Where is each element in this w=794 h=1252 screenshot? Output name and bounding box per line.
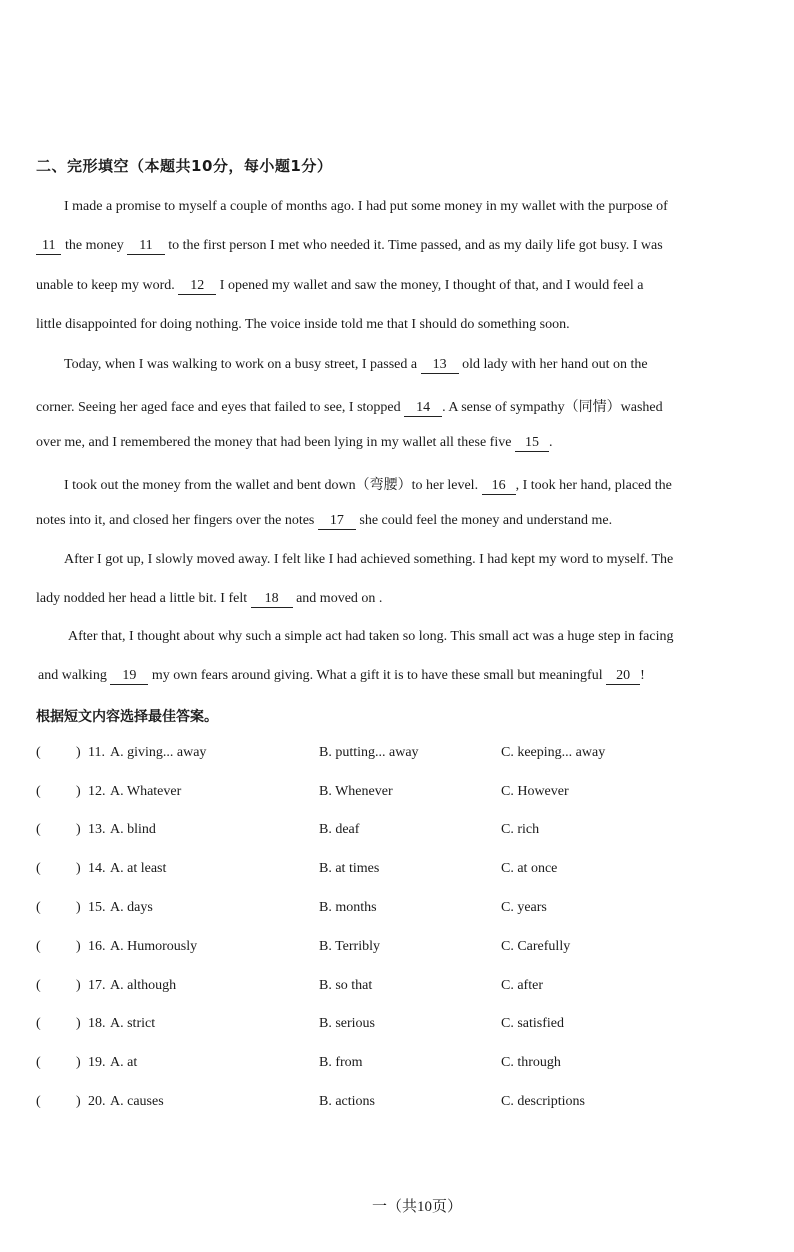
- passage-line: After that, I thought about why such a simple act had taken so long. This small act was a huge step in facing: [68, 629, 674, 644]
- answer-paren-right[interactable]: ): [76, 745, 81, 760]
- answer-paren-left[interactable]: (: [36, 1094, 41, 1109]
- section-title: 二、完形填空（本题共10分，每小题1分）: [36, 157, 333, 175]
- option-a[interactable]: A. Whatever: [110, 784, 182, 799]
- answer-paren-right[interactable]: ): [76, 939, 81, 954]
- option-a[interactable]: A. strict: [110, 1016, 156, 1031]
- option-c[interactable]: C. years: [501, 900, 547, 915]
- passage-line: and walking 19 my own fears around giving. What a gift it is to have these small but meaningful 20 !: [38, 668, 645, 683]
- option-a[interactable]: A. at: [110, 1055, 138, 1070]
- option-c[interactable]: C. after: [501, 978, 543, 993]
- option-b[interactable]: B. deaf: [319, 822, 360, 837]
- answer-paren-left[interactable]: (: [36, 978, 41, 993]
- blank-16: 16: [482, 478, 516, 495]
- option-a[interactable]: A. at least: [110, 861, 167, 876]
- option-b[interactable]: B. from: [319, 1055, 363, 1070]
- question-number: 15.: [88, 900, 106, 915]
- passage-line: 11 the money 11 to the first person I met who needed it. Time passed, and as my daily life got busy. I was: [36, 238, 696, 255]
- question-number: 18.: [88, 1016, 106, 1031]
- blank-19: 19: [110, 668, 148, 685]
- answer-paren-left[interactable]: (: [36, 822, 41, 837]
- question-row: [36, 1016, 656, 1038]
- answer-paren-left[interactable]: (: [36, 1055, 41, 1070]
- answer-paren-left[interactable]: (: [36, 745, 41, 760]
- question-row: [36, 822, 656, 844]
- option-a[interactable]: A. Humorously: [110, 939, 198, 954]
- question-row: [36, 939, 656, 961]
- answer-paren-left[interactable]: (: [36, 900, 41, 915]
- question-number: 13.: [88, 822, 106, 837]
- passage-line: little disappointed for doing nothing. The voice inside told me that I should do something soon.: [36, 317, 570, 332]
- blank-11: 11: [127, 238, 164, 255]
- answer-paren-left[interactable]: (: [36, 1016, 41, 1031]
- answer-paren-left[interactable]: (: [36, 939, 41, 954]
- option-b[interactable]: B. Whenever: [319, 784, 393, 799]
- question-number: 11.: [88, 745, 105, 760]
- passage-line: I made a promise to myself a couple of months ago. I had put some money in my wallet with the purpose of: [64, 199, 668, 214]
- question-row: [36, 1055, 656, 1077]
- question-number: 17.: [88, 978, 106, 993]
- option-c[interactable]: C. Carefully: [501, 939, 571, 954]
- blank-11: 11: [36, 238, 61, 255]
- passage-line: I took out the money from the wallet and bent down（弯腰）to her level. 16 , I took her hand, placed the: [64, 478, 672, 493]
- answer-paren-right[interactable]: ): [76, 1055, 81, 1070]
- answer-paren-right[interactable]: ): [76, 1016, 81, 1031]
- option-c[interactable]: C. rich: [501, 822, 540, 837]
- passage-line: corner. Seeing her aged face and eyes that failed to see, I stopped 14 . A sense of sympathy（同情）washed: [36, 400, 663, 415]
- page-footer: 一（共10页）: [372, 1199, 463, 1215]
- answer-paren-left[interactable]: (: [36, 784, 41, 799]
- question-number: 20.: [88, 1094, 106, 1109]
- blank-14: 14: [404, 400, 442, 417]
- option-b[interactable]: B. Terribly: [319, 939, 380, 954]
- option-b[interactable]: B. at times: [319, 861, 380, 876]
- answer-paren-right[interactable]: ): [76, 1094, 81, 1109]
- passage-line: unable to keep my word. 12 I opened my wallet and saw the money, I thought of that, and I would feel a: [36, 278, 644, 293]
- blank-17: 17: [318, 513, 356, 530]
- instruction: 根据短文内容选择最佳答案。: [36, 709, 218, 725]
- answer-paren-right[interactable]: ): [76, 978, 81, 993]
- option-b[interactable]: B. serious: [319, 1016, 375, 1031]
- option-c[interactable]: C. at once: [501, 861, 558, 876]
- blank-12: 12: [178, 278, 216, 295]
- answer-paren-right[interactable]: ): [76, 784, 81, 799]
- question-number: 16.: [88, 939, 106, 954]
- passage-line: Today, when I was walking to work on a busy street, I passed a 13 old lady with her hand out on the: [64, 357, 648, 372]
- question-number: 19.: [88, 1055, 106, 1070]
- option-a[interactable]: A. although: [110, 978, 177, 993]
- blank-15: 15: [515, 435, 549, 452]
- option-c[interactable]: C. through: [501, 1055, 561, 1070]
- question-row: [36, 861, 656, 883]
- blank-18: 18: [251, 591, 293, 608]
- blank-20: 20: [606, 668, 640, 685]
- answer-paren-right[interactable]: ): [76, 861, 81, 876]
- answer-paren-right[interactable]: ): [76, 900, 81, 915]
- option-a[interactable]: A. giving... away: [110, 745, 207, 760]
- passage-line: notes into it, and closed her fingers over the notes 17 she could feel the money and understand me.: [36, 513, 613, 528]
- question-number: 14.: [88, 861, 106, 876]
- question-row: [36, 900, 656, 922]
- option-a[interactable]: A. blind: [110, 822, 156, 837]
- option-c[interactable]: C. However: [501, 784, 569, 799]
- question-row: [36, 1094, 656, 1116]
- option-b[interactable]: B. so that: [319, 978, 373, 993]
- option-b[interactable]: B. months: [319, 900, 377, 915]
- option-a[interactable]: A. days: [110, 900, 153, 915]
- option-c[interactable]: C. descriptions: [501, 1094, 585, 1109]
- answer-paren-left[interactable]: (: [36, 861, 41, 876]
- option-c[interactable]: C. satisfied: [501, 1016, 564, 1031]
- passage-line: After I got up, I slowly moved away. I felt like I had achieved something. I had kept my word to myself. The: [64, 552, 674, 567]
- question-number: 12.: [88, 784, 106, 799]
- option-b[interactable]: B. putting... away: [319, 745, 419, 760]
- option-a[interactable]: A. causes: [110, 1094, 164, 1109]
- passage-line: over me, and I remembered the money that had been lying in my wallet all these five 15 .: [36, 435, 553, 450]
- question-row: [36, 745, 656, 767]
- question-row: [36, 978, 656, 1000]
- option-b[interactable]: B. actions: [319, 1094, 375, 1109]
- answer-paren-right[interactable]: ): [76, 822, 81, 837]
- passage-line: lady nodded her head a little bit. I felt 18 and moved on .: [36, 591, 383, 606]
- blank-13: 13: [421, 357, 459, 374]
- option-c[interactable]: C. keeping... away: [501, 745, 606, 760]
- question-row: [36, 784, 656, 806]
